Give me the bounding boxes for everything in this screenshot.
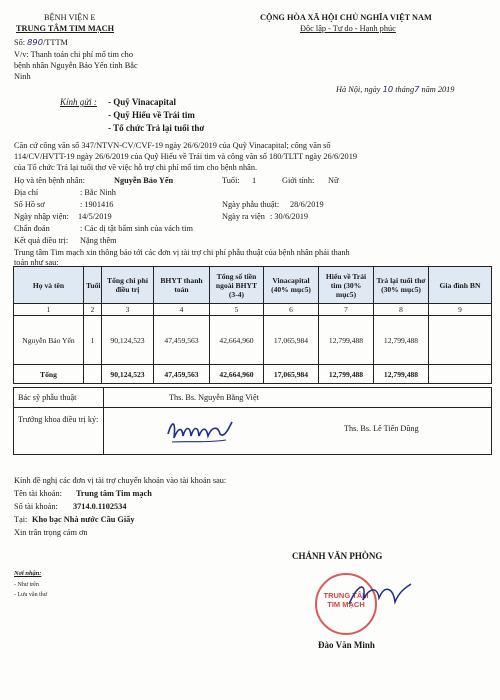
transfer-request: Kính đề nghị các đơn vị tài trợ chuyển khoản vào tài khoản sau:	[14, 476, 227, 485]
date-prefix: Hà Nội, ngày	[336, 85, 381, 94]
address-value: : Bắc Ninh	[80, 188, 116, 197]
notice-line-1: Trung tâm Tim mạch xin thông báo tới các đơn vị tài trợ chi phí phẫu thuật của bệnh nhân phải thanh	[14, 248, 350, 257]
result-value: Nặng thêm	[80, 236, 117, 245]
discharge-date-label: Ngày ra viện	[222, 212, 265, 221]
total-cell	[429, 365, 492, 384]
total-cell: 12,799,488	[374, 365, 429, 384]
country-name: CỘNG HÒA XÃ HỘI CHỦ NGHĨA VIỆT NAM	[260, 13, 432, 22]
col-header: Tổng số tiền ngoài BHYT (3-4)	[210, 267, 264, 304]
col-header: Hiểu về Trái tim (30% mục5)	[319, 267, 374, 304]
footer-recipient-1: - Như trên	[14, 582, 39, 588]
date-year: năm 2019	[421, 85, 455, 94]
discharge-date: : 30/6/2019	[270, 212, 309, 221]
recipients-label: Kính gửi :	[60, 97, 97, 107]
account-name: Trung tâm Tim mạch	[76, 489, 152, 498]
table-cell: 12,799,488	[374, 316, 429, 365]
account-number-label: Số tài khoản:	[14, 502, 58, 511]
patient-age: 1	[252, 176, 257, 185]
date-day: 10	[382, 84, 394, 94]
motto: Độc lập - Tự do - Hạnh phúc	[300, 24, 396, 33]
number-handwritten: 890	[27, 37, 43, 47]
total-cell	[84, 365, 102, 384]
recipient-2: - Quỹ Hiểu về Trái tim	[108, 110, 195, 120]
table-cell: 42,664,960	[210, 316, 264, 365]
col-index: 5	[210, 304, 264, 316]
table-cell: 12,799,488	[319, 316, 374, 365]
recipient-3: - Tổ chức Trả lại tuổi thơ	[108, 123, 205, 133]
col-index: 2	[84, 304, 102, 316]
surgery-date-label: Ngày phẫu thuật:	[222, 200, 280, 209]
col-header: Gia đình BN	[429, 267, 492, 304]
col-index: 6	[264, 304, 319, 316]
account-name-label: Tên tài khoản:	[14, 489, 62, 498]
stamp-text-1: TRUNG TÂM	[323, 591, 369, 600]
table-cell: 17,065,984	[264, 316, 319, 365]
col-header: Trả lại tuổi thơ (30% mục5)	[374, 267, 429, 304]
signature-scribble	[164, 414, 234, 448]
bank-label: Tại:	[14, 515, 28, 524]
col-index: 8	[374, 304, 429, 316]
document-number	[14, 37, 68, 49]
subject-line-3: Ninh	[14, 72, 31, 81]
record-value: : 1901416	[80, 200, 114, 209]
col-header: Tuổi	[84, 267, 102, 304]
head-row	[14, 408, 492, 455]
head-signature-cell	[104, 408, 492, 455]
total-cell: 17,065,984	[264, 365, 319, 384]
intro-line-1: Căn cứ công văn số 347/NTVN-CV/CVF-19 ngày 26/6/2019 của Quỹ Vinacapital; công văn số	[14, 141, 331, 150]
col-header: Họ và tên	[14, 267, 84, 304]
surgeon-name: Ths. Bs. Nguyễn Bằng Việt	[104, 388, 492, 408]
table-cell	[429, 316, 492, 365]
col-index: 1	[14, 304, 84, 316]
org-name: TRUNG TÂM TIM MẠCH	[16, 24, 115, 33]
table-cell: 90,124,523	[102, 316, 154, 365]
date-month: 7	[414, 84, 420, 94]
date-month-label: tháng	[395, 85, 415, 94]
address-label: Địa chỉ	[14, 188, 39, 197]
table-cell: 1	[84, 316, 102, 365]
record-label: Số Hồ sơ	[14, 200, 45, 209]
subject-line-1: V/v: Thanh toán chi phí mổ tim cho	[14, 50, 133, 59]
cost-table	[13, 266, 492, 384]
admit-date: 14/5/2019	[78, 212, 112, 221]
surgeon-row	[14, 388, 492, 408]
issue-date	[336, 84, 454, 96]
patient-sex-label: Giới tính:	[282, 176, 315, 185]
number-label: Số:	[14, 38, 26, 47]
diagnosis-value: : Các dị tật bẩm sinh của vách tim	[80, 224, 193, 233]
surgery-date: 28/6/2019	[290, 200, 324, 209]
patient-age-label: Tuổi:	[222, 176, 240, 185]
notice-line-2: toán như sau:	[14, 258, 59, 267]
office-signature-scribble	[345, 578, 415, 614]
admit-date-label: Ngày nhập viện:	[14, 212, 69, 221]
total-cell: 12,799,488	[319, 365, 374, 384]
result-label: Kết quả điều trị:	[14, 236, 69, 245]
table-cell: Nguyễn Bảo Yến	[14, 316, 84, 365]
total-cell: Tổng	[14, 365, 84, 384]
office-head-name: Đào Văn Minh	[318, 640, 375, 650]
col-index: 9	[429, 304, 492, 316]
intro-line-3: của Tổ chức Trả lại tuổi thơ về việc hỗ trợ chi phí mổ tim cho bệnh nhân.	[14, 163, 258, 172]
surgeon-label: Bác sỹ phẫu thuật	[14, 388, 104, 408]
col-header: Vinacapital (40% mục5)	[264, 267, 319, 304]
recipient-1: - Quỹ Vinacapital	[108, 97, 177, 107]
table-header-row	[14, 267, 492, 304]
stamp-text-2: TIM MẠCH	[327, 600, 365, 609]
table-row	[14, 316, 492, 365]
col-index: 7	[319, 304, 374, 316]
patient-name: Nguyễn Bảo Yến	[114, 176, 174, 185]
footer-recipients-title: Nơi nhận:	[14, 570, 42, 577]
diagnosis-label: Chẩn đoán	[14, 224, 50, 233]
account-number: 3714.0.1102534	[73, 502, 127, 511]
total-cell: 47,459,563	[154, 365, 210, 384]
col-index: 4	[154, 304, 210, 316]
bank-name: Kho bạc Nhà nước Cầu Giấy	[32, 515, 135, 524]
org-parent: BỆNH VIỆN E	[44, 13, 96, 22]
number-suffix: /TTTM	[43, 38, 68, 47]
table-index-row	[14, 304, 492, 316]
subject-line-2: bệnh nhân Nguyễn Bảo Yến tỉnh Bắc	[14, 61, 138, 70]
table-cell: 47,459,563	[154, 316, 210, 365]
head-label: Trưởng khoa điều trị ký:	[14, 408, 104, 455]
col-header: BHYT thanh toán	[154, 267, 210, 304]
total-cell: 90,124,523	[102, 365, 154, 384]
table-total-row	[14, 365, 492, 384]
signature-table	[13, 387, 492, 455]
col-header: Tổng chi phí điều trị	[102, 267, 154, 304]
head-name: Ths. Bs. Lê Tiến Dũng	[344, 424, 419, 433]
office-head-title: CHÁNH VĂN PHÒNG	[292, 551, 383, 561]
patient-name-label: Họ và tên bệnh nhân:	[14, 176, 85, 185]
thanks-line: Xin trân trọng cảm ơn	[14, 528, 88, 537]
total-cell: 42,664,960	[210, 365, 264, 384]
intro-line-2: 114/CV/HVTT-19 ngày 26/6/2019 của Quỹ Hiểu về Trái tim và công văn số 180/TLTT ngày 26/6/2019	[14, 152, 357, 161]
footer-recipient-2: - Lưu văn thư	[14, 592, 47, 598]
col-index: 3	[102, 304, 154, 316]
patient-sex: Nữ	[328, 176, 339, 185]
